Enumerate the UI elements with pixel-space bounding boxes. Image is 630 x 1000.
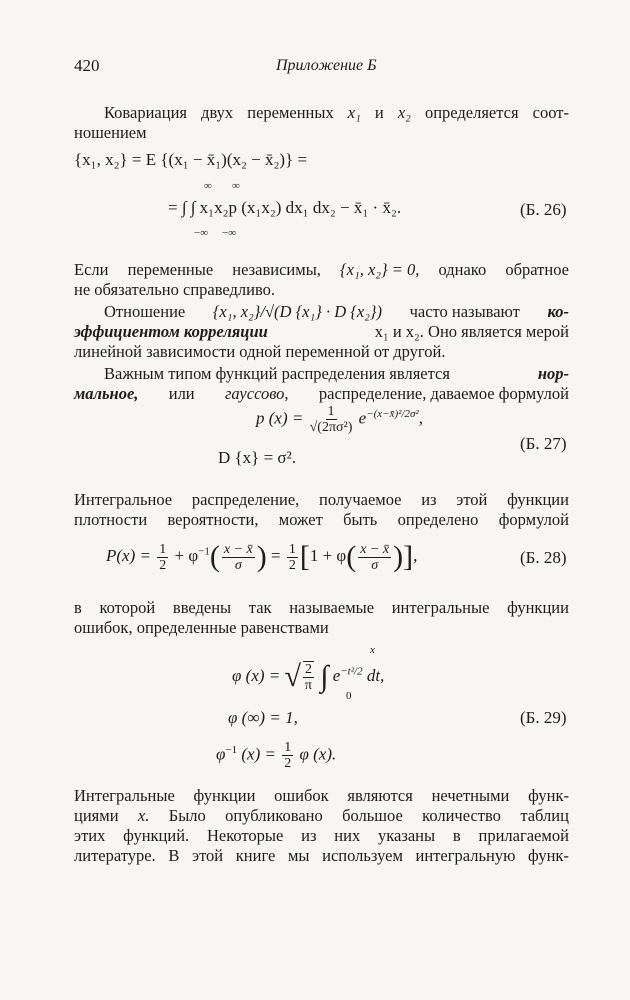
word: получаемое (318, 490, 402, 509)
eq27-line2: D {x} = σ². (218, 448, 296, 467)
eq28-half-num-2: 1 (288, 541, 296, 557)
term: ко- (547, 302, 569, 321)
p7-line1 (74, 786, 569, 806)
word: интегральные (391, 598, 490, 617)
eq26-upper-limit-1: ∞ (204, 180, 212, 192)
eq28-frac-num: x − x̄ (223, 541, 253, 557)
eq27-comma: , (418, 408, 423, 428)
eq26-number: (Б. 26) (520, 200, 567, 219)
term: гауссово, (224, 384, 289, 403)
word: функции (507, 598, 569, 617)
word: Важным типом функций распределения является (104, 364, 450, 383)
var-x2: x₂ (397, 103, 411, 122)
p7-line3 (74, 826, 569, 846)
eq28-bracket-content: 1 + φ (309, 545, 347, 565)
word: x₁ и x₂. Оно является мерой (374, 322, 569, 341)
eq28: P(x) = $\frac{1}{2}$ + $\varphi^{-1}$( $\frac{x - x̄}{\sigma}$ ) = $\frac{1}{2}$ [1 + φ( $\frac{x - x̄}{\sigma}$ )], (106, 540, 418, 573)
eq29-half-num: 1 (284, 740, 292, 755)
word: из (301, 826, 317, 845)
word: книге (235, 846, 276, 865)
eq28-frac-num-2: x − x̄ (360, 541, 390, 557)
running-title: Приложение Б (276, 57, 377, 74)
p7-line4 (74, 846, 569, 866)
word: В (168, 846, 180, 865)
word: часто называют (409, 302, 520, 321)
word: таблиц (520, 806, 569, 825)
word: прилагаемой (478, 826, 569, 845)
p4-line1 (104, 364, 569, 384)
eq27-den: √(2πσ²) (309, 420, 353, 435)
eq27-lhs: p (x) = (256, 408, 304, 428)
word: введены (172, 598, 232, 617)
word: однако (438, 260, 487, 279)
word: являются (347, 786, 413, 805)
word: в (74, 598, 82, 617)
p4-line2 (74, 384, 569, 404)
word: этой (456, 490, 488, 509)
eq29-sqrt-den: π (304, 678, 312, 693)
word: большое (342, 806, 403, 825)
eq27-e: e (358, 408, 367, 428)
eq29-half-den: 2 (284, 756, 292, 771)
eq29-line1: φ (x) = √ $\frac{2}{\pi}$ ∫ $e^{-t^2/2}$ dt, (232, 660, 385, 693)
word: так (248, 598, 272, 617)
word: в (452, 826, 461, 845)
eq28-number: (Б. 28) (520, 548, 567, 567)
word: обратное (505, 260, 569, 279)
word: Интегральные (74, 786, 175, 805)
word: переменных (247, 103, 334, 122)
word: определяется (424, 103, 519, 122)
eq28-phi: + φ (174, 545, 199, 565)
word: используем (322, 846, 403, 865)
eq27-number: (Б. 27) (520, 434, 567, 453)
eq27-line1 (256, 404, 423, 435)
word: количество (422, 806, 501, 825)
p7-line2 (74, 806, 569, 826)
word: быть (343, 510, 378, 529)
eq29-mid: (x) = (241, 744, 276, 764)
term: нор- (537, 364, 569, 383)
eq28-half-den-2: 2 (288, 557, 296, 573)
word: переменные (127, 260, 214, 279)
word: указаны (378, 826, 436, 845)
word: может (278, 510, 323, 529)
p6-line2: ошибок, определенные равенствами (74, 618, 329, 637)
p5-line1 (74, 490, 569, 510)
word: из (421, 490, 437, 509)
word: функции (193, 786, 256, 805)
word: Если (74, 260, 109, 279)
eq29-upper-limit: x (370, 644, 375, 656)
word: литературе. (74, 846, 156, 865)
eq28-frac-den: σ (234, 557, 242, 573)
word: Отношение (104, 302, 186, 321)
eq26-lower-limit-2: −∞ (222, 227, 237, 239)
word: нечетными (431, 786, 510, 805)
p5-line2 (74, 510, 569, 530)
eq29-lhs: φ (x) = (232, 665, 281, 685)
word: этой (191, 846, 224, 865)
eq26-lower-limit-1: −∞ (194, 227, 209, 239)
eq29-sqrt-num: 2 (304, 662, 312, 677)
word: вероятности, (167, 510, 259, 529)
word: функ- (528, 846, 569, 865)
p3-line1 (104, 302, 569, 322)
word: и (374, 103, 384, 122)
eq28-half-num: 1 (159, 541, 167, 557)
eq28-lhs: P(x) = (106, 545, 151, 565)
word: или (168, 384, 195, 403)
eq29-exponent: −t²/2 (340, 665, 363, 678)
eq29-lower-limit: 0 (346, 690, 352, 702)
eq27-fraction (310, 404, 353, 435)
word: Ковариация (104, 103, 187, 122)
word: формулой (498, 510, 569, 529)
eq29-rhs: φ (x). (299, 744, 337, 764)
eq29-phi: φ (216, 744, 226, 764)
p2-line1 (74, 260, 569, 280)
word: плотности (74, 510, 148, 529)
eq27-exponent: −(x−x̄)²/2σ² (366, 407, 419, 420)
word: интегральную (415, 846, 516, 865)
eq29-e: e (332, 665, 341, 685)
p3-line2 (74, 322, 569, 342)
eq28-frac-den-2: σ (371, 557, 379, 573)
var-x: x. (137, 806, 150, 825)
eq28-inverse: −1 (198, 545, 210, 558)
p1-line2: ношением (74, 123, 147, 142)
eq29-inverse: −1 (225, 743, 238, 756)
inline-formula: {x₁, x₂} = 0, (340, 260, 420, 279)
term: мальное, (74, 384, 139, 403)
var-x1: x₁ (347, 103, 361, 122)
word: называемые (289, 598, 375, 617)
page-number: 420 (74, 56, 100, 75)
word: которой (99, 598, 156, 617)
word: Интегральное (74, 490, 173, 509)
eq29-number: (Б. 29) (520, 708, 567, 727)
word: распределение, даваемое формулой (318, 384, 569, 403)
eq28-equals: = (270, 545, 281, 565)
word: функции (507, 490, 569, 509)
word: функций. (123, 826, 190, 845)
word: определено (397, 510, 479, 529)
word: опубликовано (225, 806, 323, 825)
word: них (334, 826, 361, 845)
word: этих (74, 826, 106, 845)
word: соот- (532, 103, 569, 122)
p3-line3: линейной зависимости одной переменной от другой. (74, 342, 446, 361)
p6-line1 (74, 598, 569, 618)
p1-line1 (104, 103, 569, 123)
word: независимы, (232, 260, 321, 279)
eq26-upper-limit-2: ∞ (232, 180, 240, 192)
word: Было (168, 806, 206, 825)
p2-line2: не обязательно справедливо. (74, 280, 276, 299)
word: распределение, (191, 490, 300, 509)
eq26-line1: {x₁, x₂} = E {(x₁ − x̄₁)(x₂ − x̄₂)} = (74, 150, 308, 169)
word: мы (287, 846, 310, 865)
word: циями (74, 806, 119, 825)
term: эффициентом корреляции (74, 322, 268, 341)
eq29-dt: dt, (366, 665, 385, 685)
word: Некоторые (206, 826, 284, 845)
eq28-half-den: 2 (159, 557, 167, 573)
eq29-line2: φ (∞) = 1, (228, 708, 298, 727)
inline-formula: {x₁, x₂}/√(D {x₁} · D {x₂}) (212, 302, 382, 321)
eq26-line2: = ∫ ∫ x₁x₂p (x₁x₂) dx₁ dx₂ − x̄₁ · x̄₂. (168, 198, 402, 217)
eq27-num: 1 (327, 404, 335, 419)
word: двух (201, 103, 234, 122)
word: функ- (528, 786, 569, 805)
word: ошибок (274, 786, 329, 805)
eq29-line3 (216, 740, 336, 771)
